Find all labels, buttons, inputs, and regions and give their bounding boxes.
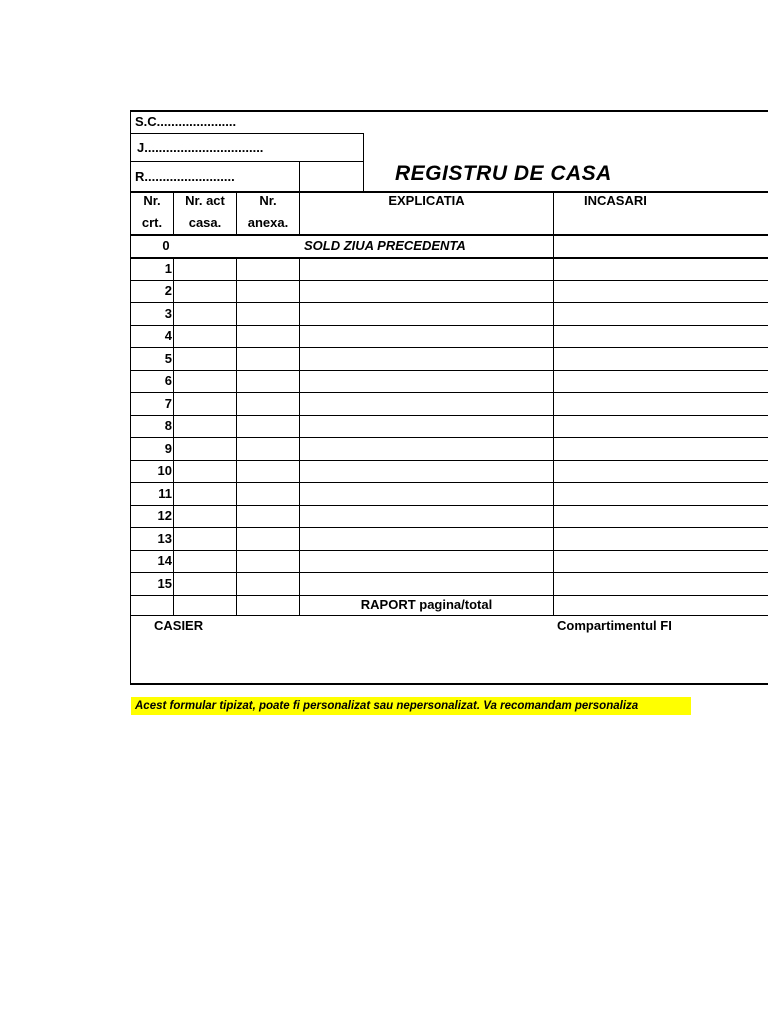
table-row-number: 4 — [164, 328, 172, 343]
raport-row-bottom — [130, 615, 768, 616]
table-row-number: 13 — [157, 531, 172, 546]
table-row-line — [130, 572, 768, 573]
table-row-line — [130, 460, 768, 461]
table-row-line — [130, 325, 768, 326]
col-divider-explicatia — [553, 191, 554, 257]
table-row-number: 11 — [158, 486, 172, 501]
col-nr-act-line1: Nr. act — [185, 193, 225, 208]
table-row-number: 9 — [164, 441, 172, 456]
table-row-line — [130, 437, 768, 438]
sold-row-bottom — [130, 257, 768, 259]
sold-row-label: SOLD ZIUA PRECEDENTA — [304, 238, 466, 253]
table-row-number: 3 — [164, 306, 172, 321]
table-row-line — [130, 415, 768, 416]
table-header-bottom — [130, 234, 768, 236]
form-top-border — [130, 110, 768, 112]
form-bottom-border — [130, 683, 768, 685]
table-row-line — [130, 550, 768, 551]
j-field: J................................. — [137, 140, 264, 155]
col-divider-nr-crt-body — [173, 257, 174, 615]
table-row-line — [130, 595, 768, 596]
table-row-line — [130, 347, 768, 348]
table-row-line — [130, 370, 768, 371]
yellow-note: Acest formular tipizat, poate fi personalizat sau nepersonalizat. Va recomandam personaliza — [131, 697, 691, 715]
table-row-line — [130, 505, 768, 506]
col-incasari: INCASARI — [584, 193, 647, 208]
table-row-number: 8 — [164, 418, 172, 433]
page-title: REGISTRU DE CASA — [395, 162, 612, 185]
table-row-number: 1 — [164, 261, 172, 276]
table-row-line — [130, 392, 768, 393]
col-divider-explicatia-body — [553, 257, 554, 615]
col-divider-nr-act-body — [236, 257, 237, 615]
sc-field: S.C...................... — [135, 114, 237, 129]
line-below-j — [130, 161, 364, 162]
col-divider-nr-anexa-body — [299, 257, 300, 615]
table-row-number: 12 — [157, 508, 172, 523]
table-row-number: 6 — [164, 373, 172, 388]
col-nr-crt-line2: crt. — [141, 215, 163, 230]
r-box-divider — [299, 161, 300, 191]
table-row-number: 5 — [164, 351, 172, 366]
table-row-number: 10 — [157, 463, 172, 478]
table-row-number: 7 — [164, 396, 172, 411]
table-row-line — [130, 280, 768, 281]
col-nr-anexa-line1: Nr. — [259, 193, 277, 208]
casier-label: CASIER — [154, 618, 204, 633]
table-row-line — [130, 302, 768, 303]
header-box-right — [363, 133, 364, 191]
col-nr-anexa-line2: anexa. — [247, 215, 289, 230]
table-row-number: 2 — [164, 283, 172, 298]
table-row-number: 15 — [157, 576, 172, 591]
table-row-line — [130, 482, 768, 483]
raport-label: RAPORT pagina/total — [360, 597, 493, 612]
table-row-line — [130, 527, 768, 528]
col-nr-crt-line1: Nr. — [143, 193, 161, 208]
col-explicatia: EXPLICATIA — [388, 193, 465, 208]
col-nr-act-line2: casa. — [188, 215, 222, 230]
compartiment-label: Compartimentul FI — [557, 618, 672, 633]
sold-row-index: 0 — [162, 238, 170, 253]
table-row-number: 14 — [157, 553, 172, 568]
line-below-sc — [130, 133, 364, 134]
r-field: R......................... — [135, 169, 235, 184]
